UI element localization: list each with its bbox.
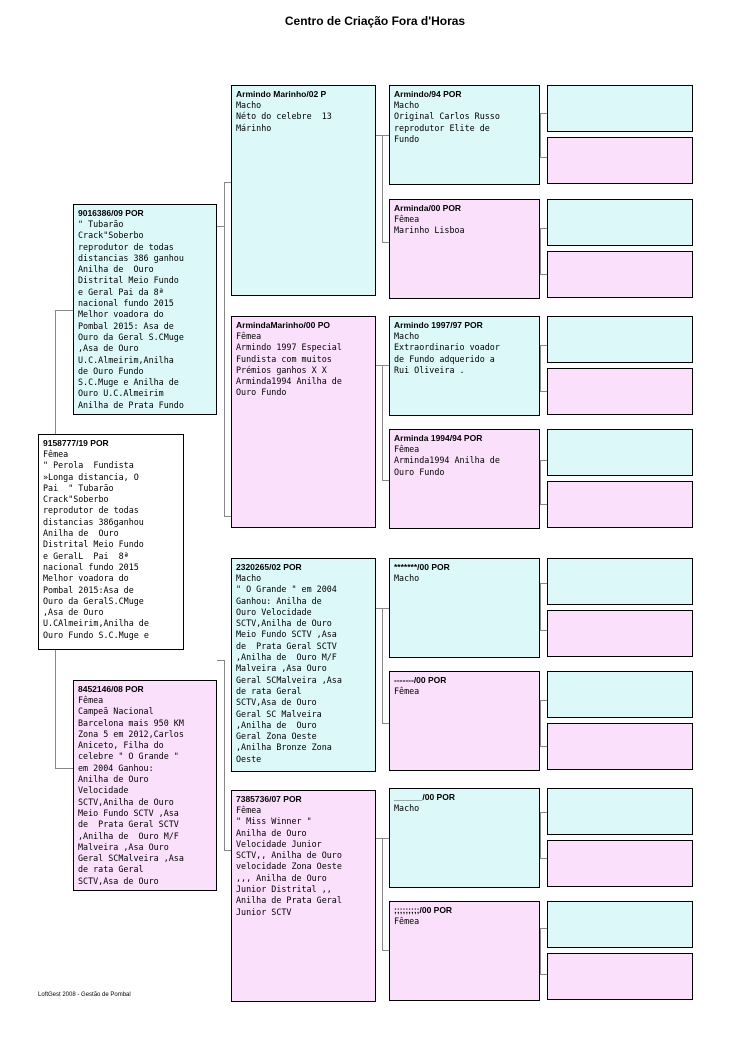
sex-label: Fêmea [78,695,104,705]
pedigree-card-sire[interactable] [73,204,217,415]
pedigree-card-empty-female[interactable] [547,481,693,528]
description: Armindo 1997 Especial Fundista com muitos Prémios ganhos X X Arminda1994 Anilha de Ouro Fundo [236,342,342,398]
description: Extraordinario voador de Fundo adquerido a Rui Oliveira . [394,342,500,375]
ring-number: 8452146/08 POR [78,684,144,694]
sex-label: Macho [394,331,420,341]
ring-number: 9158777/19 POR [43,438,109,448]
ring-number: Armindo 1997/97 POR [394,320,483,330]
pedigree-card-empty-male[interactable] [547,901,693,948]
pedigree-card-empty-female[interactable] [547,251,693,298]
ring-number: 9016386/09 POR [78,208,144,218]
pedigree-card-ddd[interactable] [389,901,540,1001]
ring-number: Armindo/94 POR [394,89,462,99]
description: " Perola Fundista »Longa distancia, O Pai " Tubarão Crack"Soberbo reprodutor de todas distancias 386ganhou Anilha de Ouro Distrital Meio Fundo e GeralL Pai 8ª nacional fundo 2015 Melhor voadora do Pombal 2015:Asa de Ouro da GeralS.CMuge ,Asa de Ouro U.CAlmeirim,Anilha de Ouro Fundo S.C.Muge e [43,460,149,640]
pedigree-card-dam[interactable] [73,680,217,891]
sex-label: Macho [236,100,262,110]
pedigree-card-empty-female[interactable] [547,610,693,657]
pedigree-card-sds[interactable] [389,316,540,416]
description: Campeã Nacional Barcelona mais 950 KM Zona 5 em 2012,Carlos Aniceto, Filha do celebre " O Grande " em 2004 Ganhou: Anilha de Ouro Velocidade SCTV,Anilha de Ouro Meio Fundo SCTV ,Asa de Prata Geral SCTV ,Anilha de Ouro M/F Malveira ,Asa Ouro Geral SCMalveira ,Asa de rata Geral SCTV,Asa de Ouro [78,706,184,886]
pedigree-card-subject[interactable] [38,434,184,650]
pedigree-card-empty-male[interactable] [547,429,693,476]
pedigree-card-dds[interactable] [389,788,540,888]
pedigree-card-empty-female[interactable] [547,840,693,887]
pedigree-card-empty-male[interactable] [547,788,693,835]
description: " O Grande " em 2004 Ganhou: Anilha de Ouro Velocidade SCTV,Anilha de Ouro Meio Fundo SCTV ,Asa de Prata Geral SCTV ,Anilha de Ouro M/F Malveira ,Asa Ouro Geral SCMalveira ,Asa de rata Geral SCTV,Asa de Ouro Geral SC Malveira ,Anilha de Ouro Geral Zona Oeste ,Anilha Bronze Zona Oeste [236,584,342,764]
pedigree-card-empty-male[interactable] [547,85,693,132]
ring-number: Armindo Marinho/02 P [236,89,327,99]
pedigree-card-empty-female[interactable] [547,137,693,184]
description: Arminda1994 Anilha de Ouro Fundo [394,455,500,477]
description: Marinho Lisboa [394,225,465,236]
pedigree-card-sire-sire[interactable] [231,85,376,296]
sex-label: Fêmea [394,916,420,926]
ring-number: -------/00 POR [394,675,447,685]
sex-label: Fêmea [236,805,262,815]
description: " Miss Winner " Anilha de Ouro Velocidade Junior SCTV,, Anilha de Ouro velocidade Zona Oeste ,,, Anilha de Ouro Junior Distrital ,, Anilha de Prata Geral Junior SCTV [236,816,342,917]
sex-label: Macho [236,573,262,583]
footer-text: LoftGest 2008 - Gestão de Pombal [38,992,131,998]
pedigree-card-sire-dam[interactable] [231,316,376,528]
ring-number: ArmindaMarinho/00 PO [236,320,330,330]
ring-number: ______/00 POR [394,792,455,802]
ring-number: Arminda/00 POR [394,203,462,213]
ring-number: 2320265/02 POR [236,562,302,572]
sex-label: Macho [394,100,420,110]
ring-number: ;;;;;;;;;/00 POR [394,905,453,915]
pedigree-card-sss[interactable] [389,85,540,185]
sex-label: Fêmea [236,331,262,341]
description: Original Carlos Russo reprodutor Elite de Fundo [394,111,500,144]
sex-label: Fêmea [43,449,69,459]
pedigree-card-sdd[interactable] [389,429,540,529]
description: Néto do celebre 13 Márinho [236,111,332,133]
sex-label: Fêmea [394,686,420,696]
description: " Tubarão Crack"Soberbo reprodutor de todas distancias 386 ganhou Anilha de Ouro Distrital Meio Fundo e Geral Pai da 8ª nacional fundo 2015 Melhor voadora do Pombal 2015: Asa de Ouro da Geral S.CMuge ,Asa de Ouro U.C.Almeirim,Anilha de Ouro Fundo S.C.Muge e Anilha de Ouro U.C.Almeirim Anilha de Prata Fundo [78,219,184,410]
pedigree-card-empty-male[interactable] [547,199,693,246]
page-title: Centro de Criação Fora d'Horas [284,14,466,28]
ring-number: *******/00 POR [394,562,450,572]
pedigree-card-dsd[interactable] [389,671,540,771]
sex-label: Fêmea [394,214,420,224]
pedigree-card-empty-female[interactable] [547,953,693,1000]
pedigree-card-empty-male[interactable] [547,558,693,605]
pedigree-card-empty-male[interactable] [547,671,693,718]
pedigree-card-empty-male[interactable] [547,316,693,363]
sex-label: Macho [394,803,420,813]
pedigree-card-dam-sire[interactable] [231,558,376,772]
pedigree-card-dss[interactable] [389,558,540,658]
pedigree-card-ssd[interactable] [389,199,540,299]
ring-number: 7385736/07 POR [236,794,302,804]
sex-label: Macho [394,573,420,583]
pedigree-card-empty-female[interactable] [547,723,693,770]
ring-number: Arminda 1994/94 POR [394,433,483,443]
pedigree-card-empty-female[interactable] [547,368,693,415]
pedigree-card-dam-dam[interactable] [231,790,376,1002]
sex-label: Fêmea [394,444,420,454]
